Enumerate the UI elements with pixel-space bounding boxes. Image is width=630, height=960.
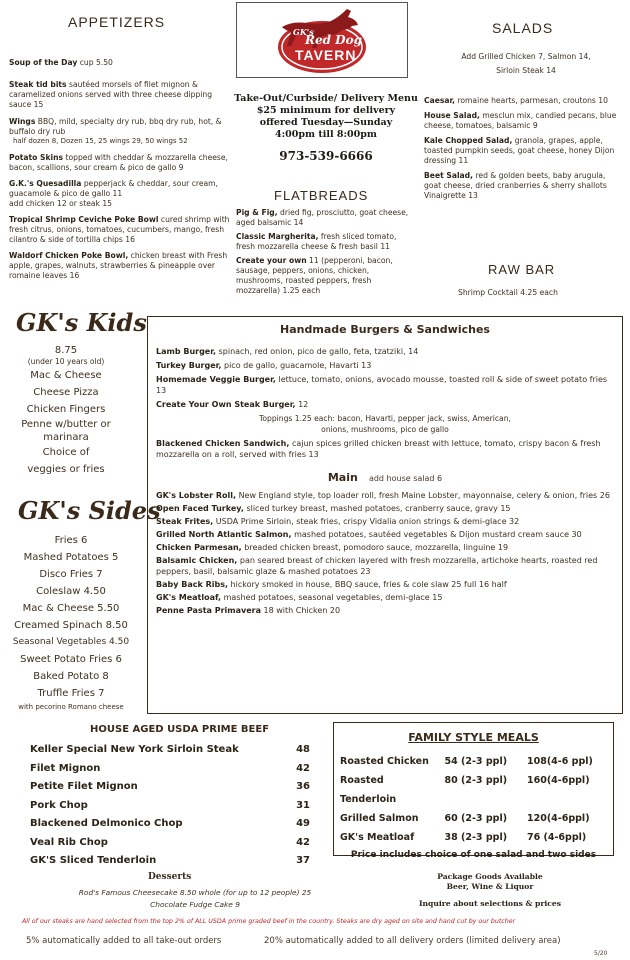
list-item: Cheese Pizza [33, 387, 99, 398]
list-item: Keller Special New York Sirloin Steak 48 [30, 744, 310, 755]
list-item: Kale Chopped Salad, granola, grapes, apple, toasted pumpkin seeds, goat cheese, honey Dijon dressing 11 [424, 136, 615, 165]
list-item: Potato Skins topped with cheddar & mozzarella cheese, bacon, scallions, sour cream & pico de gallo 9 [9, 153, 228, 172]
list-item: Caesar, romaine hearts, parmesan, croutons 10 [424, 96, 608, 105]
list-item: Balsamic Chicken, pan seared breast of chicken layered with fresh mozzarella, artichoke hearts, roasted red peppers, basil, balsamic glaze & mashed potatoes 23 [156, 556, 598, 576]
list-item: Blackened Chicken Sandwich, cajun spices grilled chicken breast with lettuce, tomato, crispy bacon & fresh mozzarella on a roll, served with fries 13 [156, 439, 601, 459]
list-item: Coleslaw 4.50 [36, 586, 106, 597]
list-item: GK'S Sliced Tenderloin 37 [30, 855, 310, 866]
logo-text-tavern: TAVERN [295, 47, 357, 63]
list-item: GK's Meatloaf, mashed potatoes, seasonal vegetables, demi-glace 15 [156, 593, 443, 602]
list-item: Rod's Famous Cheesecake 8.50 whole (for up to 12 people) 25 [78, 888, 312, 897]
list-item: Pig & Fig, dried fig, prosciutto, goat cheese, aged balsamic 14 [236, 208, 409, 227]
list-item: Grilled North Atlantic Salmon, mashed potatoes, sautéed vegetables & Dijon mustard cream sauce 30 [156, 530, 582, 539]
list-item: Homemade Veggie Burger, lettuce, tomato, onions, avocado mousse, toasted roll & side of sweet potato fries 13 [156, 375, 608, 395]
list-item: Pork Chop 31 [30, 799, 310, 811]
list-item: Wings BBQ, mild, specialty dry rub, bbq dry rub, hot, & buffalo dry rub half dozen 8, Dozen 15, 25 wings 29, 50 wings 52 [9, 117, 222, 145]
list-item: Roasted Tenderloin 80 (2-3 ppl) 160(4-6ppl) [340, 775, 590, 805]
list-item: Open Faced Turkey, sliced turkey breast, mashed potatoes, cranberry sauce, gravy 15 [156, 504, 511, 513]
list-item: Roasted Chicken 54 (2-3 ppl) 108(4-6 ppl) [340, 756, 593, 767]
list-item: Sweet Potato Fries 6 [20, 654, 122, 665]
list-item: Truffle Fries 7 [37, 688, 105, 699]
list-item: Steak Frites, USDA Prime Sirloin, steak fries, crispy Vidalia onion strings & demi-glace 32 [156, 517, 520, 526]
list-item: marinara [43, 432, 89, 443]
list-item: House Salad, mesclun mix, candied pecans, blue cheese, tomatoes, balsamic 9 [424, 111, 617, 130]
list-item: Mac & Cheese 5.50 [22, 603, 120, 614]
list-item: Waldorf Chicken Poke Bowl, chicken breast with Fresh apple, grapes, walnuts, strawberries & pineapple over romaine leaves 16 [9, 251, 228, 280]
phone-number: 973-539-6666 [279, 149, 373, 163]
list-item: GK's Meatloaf 38 (2-3 ppl) 76 (4-6ppl) [340, 832, 587, 843]
list-item: Beet Salad, red & golden beets, baby arugula, goat cheese, dried cranberries & sherry shallots Vinaigrette 13 [424, 171, 607, 200]
list-item: Seasonal Vegetables 4.50 [12, 637, 130, 647]
takeout-fee: 5% automatically added to all take-out orders [26, 936, 222, 946]
main-header: Main add house salad 6 [327, 471, 443, 484]
list-item: Creamed Spinach 8.50 [14, 620, 128, 631]
logo-text-gks: GK's [293, 27, 314, 37]
main-title: Main [327, 471, 358, 484]
salads-title: SALADS [492, 20, 554, 36]
logo-text-reddog: Red Dog [305, 33, 362, 47]
list-item: Filet Mignon 42 [30, 762, 310, 774]
sides-menu: Fries 6 Mashed Potatoes 5 Disco Fries 7 Coleslaw 4.50 Mac & Cheese 5.50 Creamed Spinach 8.50 Seasonal Vegetables 4.50 Sweet Potato Fries 6 Baked Potato 8 Truffle Fries 7 with pecorino Romano cheese [4, 532, 138, 712]
list-item: Chocolate Fudge Cake 9 [150, 900, 240, 909]
list-item: Classic Margherita, fresh sliced tomato, fresh mozzarella cheese & fresh basil 11 [236, 232, 397, 251]
list-item: Create Your Own Steak Burger, 12 [156, 400, 309, 409]
flatbreads-list [236, 208, 412, 296]
package-goods: Package Goods Available Beer, Wine & Liquor Inquire about selections & prices [418, 872, 561, 908]
appetizers-title: APPETIZERS [68, 14, 166, 30]
list-item: Mashed Potatoes 5 [23, 552, 119, 563]
desserts-title: Desserts [148, 872, 192, 882]
menu-date: 5/20 [594, 950, 608, 957]
delivery-info: Take-Out/Curbside/ Delivery Menu $25 minimum for delivery offered Tuesday—Sunday 4:00pm till 8:00pm 973-539-6666 [232, 93, 420, 165]
list-item: Penne Pasta Primavera 18 with Chicken 20 [156, 606, 341, 615]
list-item: veggies or fries [27, 464, 105, 475]
list-item: Lamb Burger, spinach, red onion, pico de gallo, feta, tzatziki, 14 [156, 347, 419, 356]
list-item: Turkey Burger, pico de gallo, guacamole, Havarti 13 [156, 361, 372, 370]
sides-title: GK's Sides [18, 496, 161, 525]
list-item: G.K.'s Quesadilla pepperjack & cheddar, sour cream, guacamole & pico de gallo 11 add chicken 12 or steak 15 [9, 179, 218, 208]
list-item: Veal Rib Chop 42 [30, 836, 310, 848]
list-item: Mac & Cheese [30, 370, 102, 381]
list-item: Create your own 11 (pepperoni, bacon, sausage, peppers, onions, chicken, mushrooms, roasted peppers, fresh mozzarella) 1.25 each [236, 256, 393, 295]
beef-list [30, 741, 310, 871]
kids-menu: 8.75 (under 10 years old) Mac & Cheese Cheese Pizza Chicken Fingers Penne w/butter or marinara Choice of veggies or fries [6, 345, 126, 478]
burgers-main-box [147, 316, 623, 714]
appetizers-list [9, 58, 231, 281]
delivery-fee: 20% automatically added to all delivery orders (limited delivery area) [264, 936, 561, 946]
list-item: GK's Lobster Roll, New England style, top loader roll, fresh Maine Lobster, mayonnaise, celery & onion, fries 26 [156, 491, 610, 500]
salads-addons: Add Grilled Chicken 7, Salmon 14, Sirloin Steak 14 [461, 52, 591, 75]
family-title: FAMILY STYLE MEALS [408, 731, 539, 744]
beef-title: HOUSE AGED USDA PRIME BEEF [90, 724, 270, 735]
desserts-list [50, 887, 340, 911]
list-item: Baby Back Ribs, hickory smoked in house, BBQ sauce, fries & cole slaw 25 full 16 half [156, 580, 507, 589]
logo [236, 2, 408, 78]
family-list [340, 752, 607, 847]
list-item: Soup of the Day cup 5.50 [9, 58, 113, 67]
salads-list [424, 96, 624, 201]
rawbar-title: RAW BAR [488, 262, 556, 277]
list-item: Baked Potato 8 [33, 671, 109, 682]
family-note: Price includes choice of one salad and two sides [350, 850, 597, 860]
family-style-box [333, 722, 614, 860]
list-item: Disco Fries 7 [39, 569, 103, 580]
list-item: Choice of [42, 447, 90, 458]
list-item: Penne w/butter or [21, 419, 111, 430]
list-item: Grilled Salmon 60 (2-3 ppl) 120(4-6ppl) [340, 813, 590, 824]
list-item: Tropical Shrimp Ceviche Poke Bowl cured shrimp with fresh citrus, onions, tomatoes, cucumbers, mango, fresh cilantro & side of tortilla chips 16 [9, 215, 230, 244]
list-item: Steak tid bits sautéed morsels of filet mignon & caramelized onions served with three cheese dipping sauce 15 [9, 80, 213, 109]
flatbreads-title: FLATBREADS [274, 188, 369, 203]
list-item: Fries 6 [54, 535, 88, 546]
burgers-title: Handmade Burgers & Sandwiches [280, 323, 490, 336]
rawbar-item: Shrimp Cocktail 4.25 each [458, 288, 558, 297]
list-item: Petite Filet Mignon 36 [30, 781, 310, 792]
kids-title: GK's Kids [16, 308, 147, 337]
list-item: Blackened Delmonico Chop 49 [30, 818, 310, 829]
list-item: Chicken Fingers [26, 404, 106, 415]
list-item: Chicken Parmesan, breaded chicken breast, pomodoro sauce, mozzarella, linguine 19 [156, 543, 509, 552]
toppings-list: Toppings 1.25 each: bacon, Havarti, pepper jack, swiss, American, onions, mushrooms, pico de gallo [259, 414, 511, 434]
steak-disclaimer: All of our steaks are hand selected from the top 2% of ALL USDA prime graded beef in the country. Steaks are dry aged on site and hand cut by our butcher [22, 918, 516, 925]
